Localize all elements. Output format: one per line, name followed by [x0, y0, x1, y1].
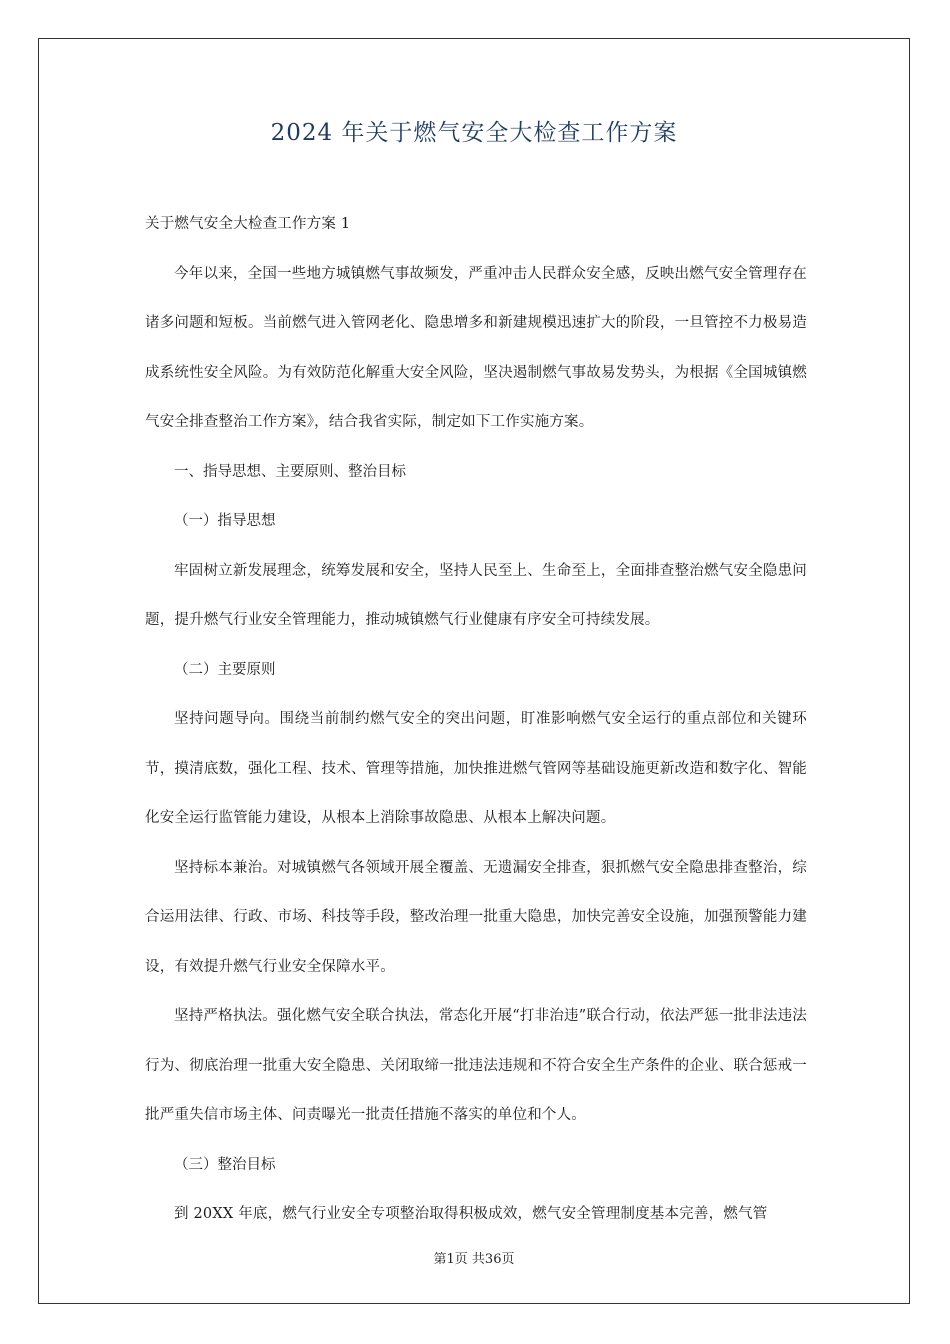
subheading-guiding-thought: （一）指导思想 [174, 513, 276, 529]
subheading-main-principles: （二）主要原则 [174, 661, 276, 678]
page-number-footer: 第1页 共36页 [433, 1252, 515, 1267]
paragraph-guiding-thought: 牢固树立新发展理念，统筹发展和安全，坚持人民至上、生命至上，全面排查整治燃气安全隐患问题，提升燃气行业安全管理能力，推动城镇燃气行业健康有序安全可持续发展。 [145, 562, 807, 628]
paragraph-principle-strict-enforcement: 坚持严格执法。强化燃气安全联合执法，常态化开展“打非治违”联合行动，依法严惩一批非法违法行为、彻底治理一批重大安全隐患、关闭取缔一批违法违规和不符合安全生产条件的企业、联合惩戒一批严重失信市场主体、问责曝光一批责任措施不落实的单位和个人。 [145, 1008, 807, 1123]
section-label: 关于燃气安全大检查工作方案 1 [145, 216, 351, 232]
subheading-rectification-goals: （三）整治目标 [174, 1156, 276, 1173]
heading-guiding-principles: 一、指导思想、主要原则、整治目标 [174, 463, 406, 480]
paragraph-rectification-goals: 到 20XX 年底，燃气行业安全专项整治取得积极成效，燃气安全管理制度基本完善，燃气管 [174, 1206, 768, 1222]
document-title: 2024 年关于燃气安全大检查工作方案 [270, 120, 678, 146]
paragraph-principle-root-and-symptom: 坚持标本兼治。对城镇燃气各领域开展全覆盖、无遗漏安全排查，狠抓燃气安全隐患排查整治，综合运用法律、行政、市场、科技等手段，整改治理一批重大隐患，加快完善安全设施，加强预警能力建设，有效提升燃气行业安全保障水平。 [145, 859, 807, 975]
paragraph-intro: 今年以来，全国一些地方城镇燃气事故频发，严重冲击人民群众安全感，反映出燃气安全管理存在诸多问题和短板。当前燃气进入管网老化、隐患增多和新建规模迅速扩大的阶段，一旦管控不力极易造成系统性安全风险。为有效防范化解重大安全风险，坚决遏制燃气事故易发势头，为根据《全国城镇燃气安全排查整治工作方案》，结合我省实际，制定如下工作实施方案。 [145, 265, 807, 430]
document-body [145, 200, 807, 1240]
paragraph-principle-problem-oriented: 坚持问题导向。围绕当前制约燃气安全的突出问题，盯准影响燃气安全运行的重点部位和关键环节，摸清底数，强化工程、技术、管理等措施，加快推进燃气管网等基础设施更新改造和数字化、智能化安全运行监管能力建设，从根本上消除事故隐患、从根本上解决问题。 [145, 711, 807, 826]
